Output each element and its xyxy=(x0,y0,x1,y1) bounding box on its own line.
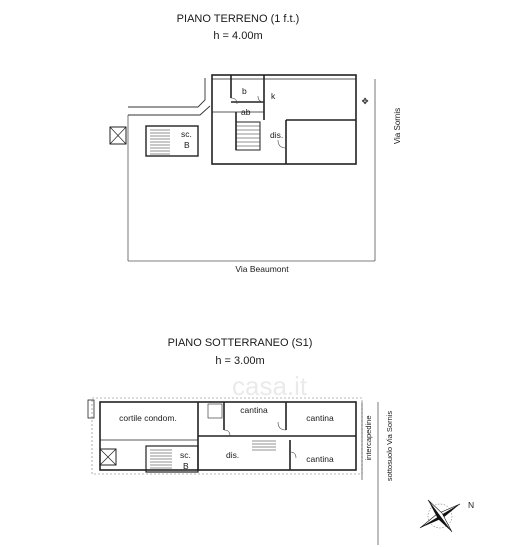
ground-stair-sc-label: sc. xyxy=(181,129,192,139)
room-cantina-2-label: cantina xyxy=(306,413,334,423)
room-cortile-label: cortile condom. xyxy=(119,413,177,423)
room-ab-label: ab xyxy=(241,107,251,117)
intercapedine-label: intercapedine xyxy=(364,415,373,461)
room-b-label: b xyxy=(242,86,247,96)
basement-height: h = 3.00m xyxy=(215,355,265,367)
ground-inner-stair xyxy=(236,122,260,150)
compass-north-label: N xyxy=(468,500,475,510)
ground-neighbour-wall xyxy=(128,78,210,115)
basement-stair-b-label: B xyxy=(183,461,189,471)
compass-icon xyxy=(420,500,460,532)
sottosuolo-label: sottosuolo Via Sornis xyxy=(385,410,394,482)
ground-site-boundary xyxy=(128,79,375,261)
watermark-logo: casa.it xyxy=(232,371,308,401)
ground-apartment-walls xyxy=(212,75,356,164)
street-via-sornis-label: Via Sornis xyxy=(393,107,402,145)
ground-entrance-mark: ✥ xyxy=(361,96,369,106)
room-k-label: k xyxy=(271,91,276,101)
street-via-beaumont-label: Via Beaumont xyxy=(235,264,289,274)
basement-title: PIANO SOTTERRANEO (S1) xyxy=(167,337,313,349)
basement-stair-sc-label: sc. xyxy=(180,450,191,460)
basement-dis-label: dis. xyxy=(226,450,240,460)
room-dis-label: dis. xyxy=(270,130,284,140)
room-cantina-3-label: cantina xyxy=(306,454,334,464)
ground-stair-b-label: B xyxy=(184,140,190,150)
room-cantina-1-label: cantina xyxy=(240,405,268,415)
ground-floor-height: h = 4.00m xyxy=(213,30,263,42)
ground-floor-title: PIANO TERRENO (1 f.t.) xyxy=(176,13,300,25)
